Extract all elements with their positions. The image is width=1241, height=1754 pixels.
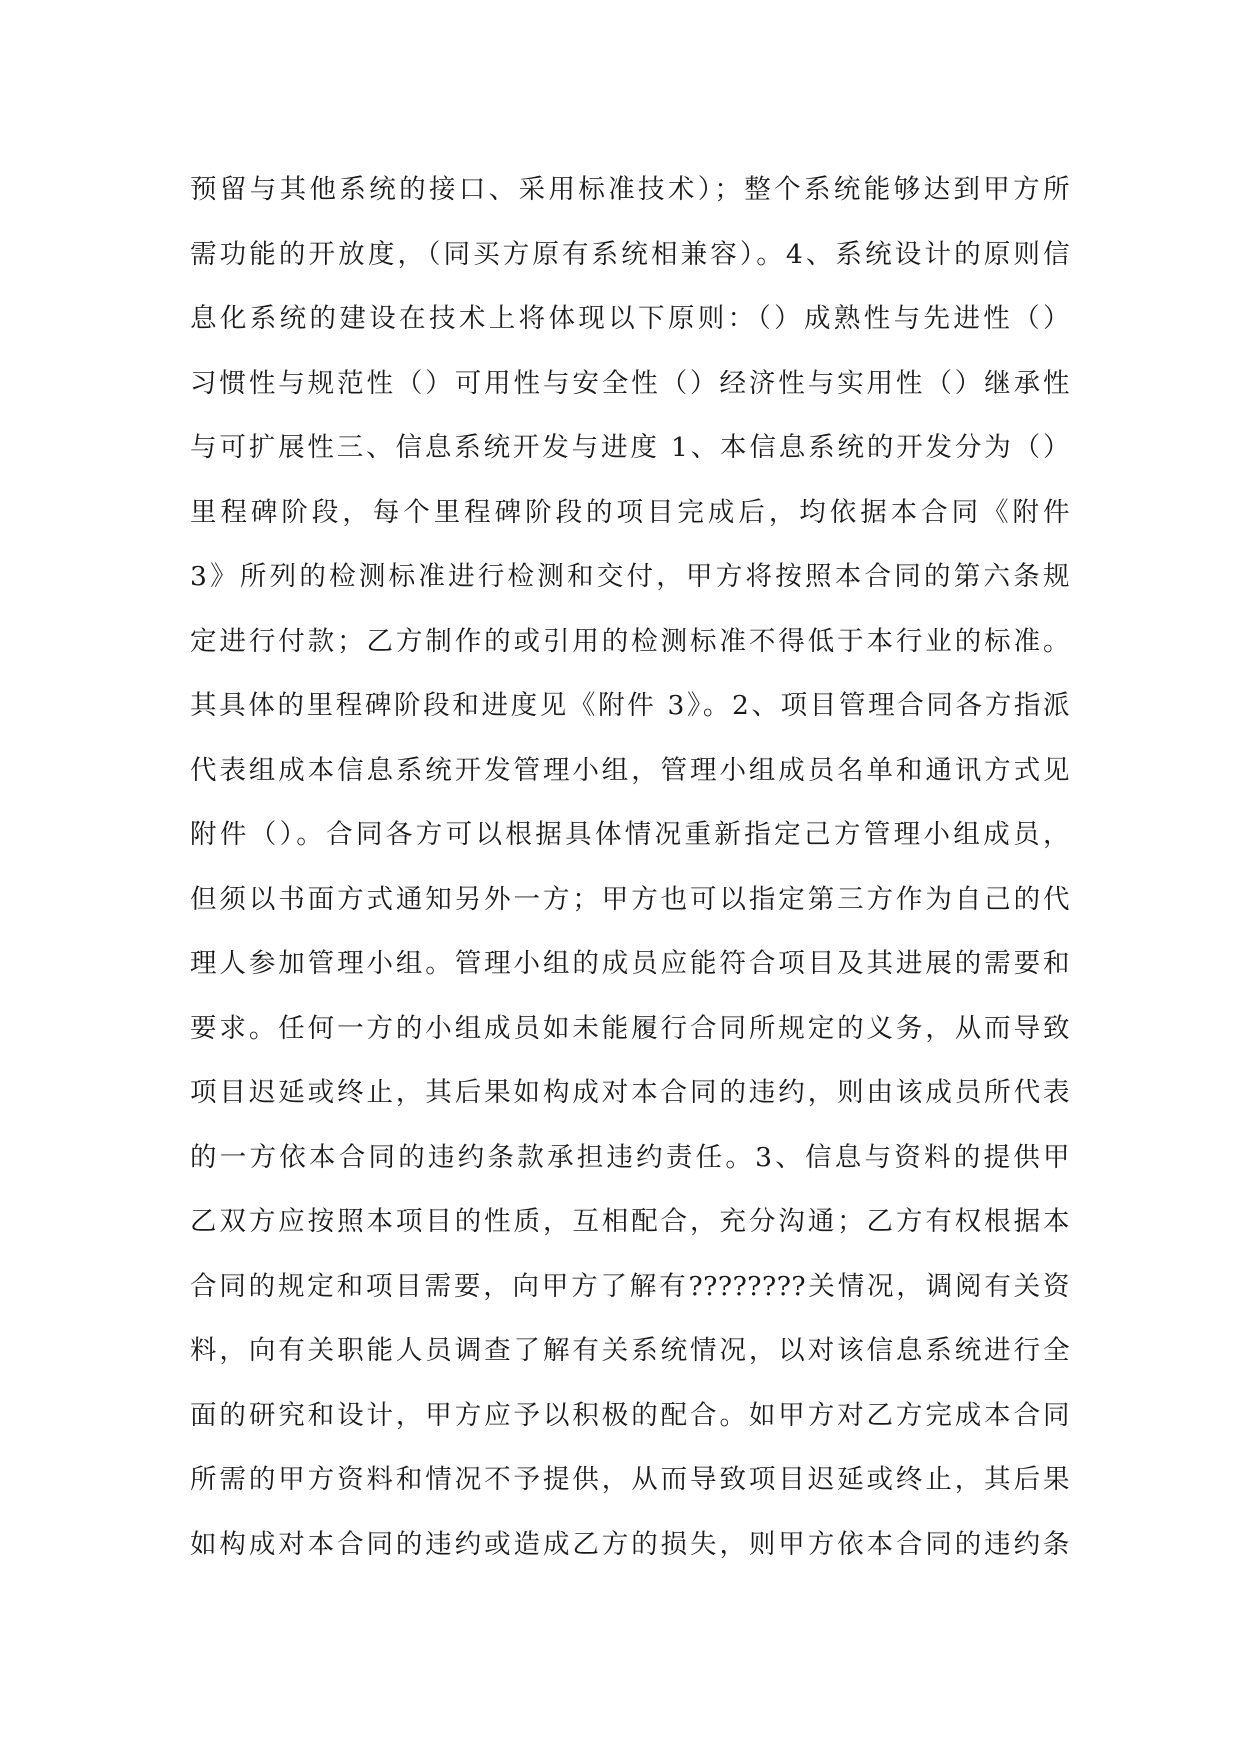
text-line-17: 乙双方应按照本项目的性质，互相配合，充分沟通；乙方有权根据本 (190, 1206, 1070, 1237)
text-line-2: 需功能的开放度，（同买方原有系统相兼容）。4、系统设计的原则信 (190, 238, 1070, 270)
text-line-10: 代表组成本信息系统开发管理小组，管理小组成员名单和通讯方式见 (190, 754, 1070, 786)
text-line-16: 的一方依本合同的违约条款承担违约责任。3、信息与资料的提供甲 (190, 1141, 1070, 1173)
text-line-8: 定进行付款；乙方制作的或引用的检测标准不得低于本行业的标准。 (190, 625, 1070, 657)
text-line-1: 预留与其他系统的接口、采用标准技术）；整个系统能够达到甲方所 (190, 174, 1070, 205)
body-text (190, 158, 1070, 1577)
text-line-11: 附件（）。合同各方可以根据具体情况重新指定己方管理小组成员， (190, 819, 1070, 850)
text-line-7: 3》所列的检测标准进行检测和交付，甲方将按照本合同的第六条规 (190, 561, 1070, 592)
text-line-9: 其具体的里程碑阶段和进度见《附件 3》。2、项目管理合同各方指派 (190, 690, 1070, 721)
text-line-20: 面的研究和设计，甲方应予以积极的配合。如甲方对乙方完成本合同 (190, 1399, 1070, 1431)
text-line-13: 理人参加管理小组。管理小组的成员应能符合项目及其进展的需要和 (190, 948, 1070, 979)
text-line-5: 与可扩展性三、信息系统开发与进度 1、本信息系统的开发分为（） (190, 432, 1070, 463)
text-line-18: 合同的规定和项目需要，向甲方了解有????????关情况，调阅有关资 (190, 1270, 1070, 1302)
text-line-6: 里程碑阶段，每个里程碑阶段的项目完成后，均依据本合同《附件 (190, 496, 1070, 528)
text-line-3: 息化系统的建设在技术上将体现以下原则：（）成熟性与先进性（） (190, 303, 1070, 334)
text-line-21: 所需的甲方资料和情况不予提供，从而导致项目迟延或终止，其后果 (190, 1464, 1070, 1495)
text-line-4: 习惯性与规范性（）可用性与安全性（）经济性与实用性（）继承性 (190, 367, 1070, 399)
text-line-15: 项目迟延或终止，其后果如构成对本合同的违约，则由该成员所代表 (190, 1077, 1070, 1108)
text-line-12: 但须以书面方式通知另外一方；甲方也可以指定第三方作为自己的代 (190, 883, 1070, 915)
text-line-22: 如构成对本合同的违约或造成乙方的损失，则甲方依本合同的违约条 (190, 1528, 1070, 1560)
text-line-19: 料，向有关职能人员调查了解有关系统情况，以对该信息系统进行全 (190, 1335, 1070, 1366)
text-line-14: 要求。任何一方的小组成员如未能履行合同所规定的义务，从而导致 (190, 1012, 1070, 1044)
